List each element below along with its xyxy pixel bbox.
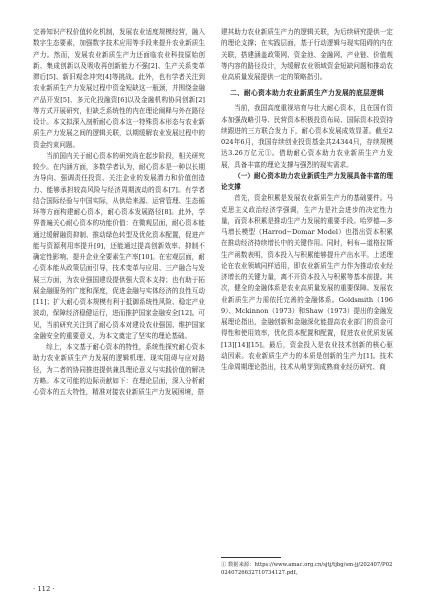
page-number: · 112 ·: [33, 585, 55, 593]
body-paragraph: 完善知识产权价值转化机制，发展农业适度规模经营，融入数字生态要素，加强数字技术应用等手段来提升农业新质生产力。然而，发展农业新质生产力还面临农业科技原始创新、集成创新以及吸收再创新能力不强[2]、生产关系变革滞后[5]、新旧观念冲突[4]等挑战。此外，也有学者关注到农业新质生产力发展过程中资金短缺这一瓶颈，并围绕金融产品开发[5]、多元化投融资[6]以及金融机构协同创新[2]等方式开展研究，但缺乏系统性的内在理论阐释与外在路径设计。本文拟深入剖析耐心资本这一特殊资本形态与农业新质生产力发展之间的逻辑关联，以期缓解农业发展过程中的资金约束问题。: [33, 28, 205, 149]
body-paragraph: 当前国内关于耐心资本的研究尚在起步阶段，相关研究较少。在内涵方面，多数学者认为，耐心资本是一种以长期为导向、强调责任投资、关注企业的发展潜力和价值创造力、能够承担较高风险与经济周期波动的资本[7]。有学者结合国际经验与中国实际，从供给来源、运营管理、生态循环等方面构建耐心资本，耐心资本发展路径[8]。此外，学界普遍关心耐心资本的功能价值：在微观层面，耐心资本能通过缓解融资抑制、推动绿色转型及优化资本配置，促进产能与资源利用率提升[9]，还能通过提高创新效率、抑制不确定性影响、提升企业全要素生产率[10]。在宏观层面，耐心资本能从政策层面引导，技术变革与应用、三产融合与发展三方面，为农业强国建设提供强大资本支持；也有助于拓展金融服务的广度和深度，促进金融与实体经济的良性互动[11]；扩大耐心资本规模有利于抵御系统性风险、稳定产业波动，保障经济稳健运行，进而推护国家金融安全[12]。可见，当前研究关注到了耐心资本对建设农业强国、维护国家金融安全的重要意义，为本文奠定了坚实的理论基础。: [33, 151, 205, 340]
left-column: [33, 27, 205, 398]
body-paragraph: 建其助力农业新质生产力的逻辑关联，为后续研究提供一定的理论支撑；在实践层面，基于行动逻辑与现实阻碍的内在关联，搭建涵盖政策网、资金池、金融网、产业链、价值观等内容的路径设计，为缓解农业领域资金短缺问题和推动农业高质量发展提供一定的策略指引。: [221, 28, 393, 81]
footnote: ① 数据来源：https://www.amac.org.cn/sjtj/tjbg/sm-jj/202407/P020240726632710734127.pdf。: [221, 562, 393, 576]
subsection-heading: （一）耐心资本助力农业新质生产力发展具备丰富的理论支撑: [221, 171, 393, 191]
body-paragraph: 首先，资金积累是发展农业新质生产力的基础要件。马克思主义政治经济学强调，生产力是社会进步的决定性力量，而资本积累是推动生产力发展的重要手段。哈罗德—多马增长模型（Harrod−Domar Model）也指出资本积累在推动经济持续增长中的关键作用。同时，柯布—道格拉斯生产函数表明，资本投入与积累能够提升产出水平。上述理论在农业领域同样适用，即农业新质生产力作为推动农业经济增长的关键力量，离不开资本投入与积累等基本前提。其次，健全的金融体系是农业高质量发展的重要保障。发展农业新质生产力需依托完善的金融体系。Goldsmith（1969）、Mckinnon（1973）和Shaw（1973）提出的金融发展理论指出，金融创新和金融深化能提高农业部门的资金可得性和使用效率，优化资本配置和配置，促进农业优质发展[13][14][15]。最后，资金投入是农业技术创新的核心驱动因素。农业新质生产力的本质是创新的生产力[1]。技术生命周期理论指出，技术从萌芽到成熟商业经历研究、商: [221, 194, 393, 371]
section-heading: 二、耐心资本助力农业新质生产力发展的底层逻辑: [230, 89, 384, 98]
body-paragraph: 综上，本文基于耐心资本的特性，系统性探究耐心资本助力农业新质生产力发展的逻辑机理、现实阻碍与应对路径，为二者的协同推进提供兼具理论意义与实践价值的解决方略。本文可能的边际贡献如下：在理论层面，深入分析耐心资本的五大特性，精准对接农业新质生产力发展困境，搭: [33, 343, 205, 396]
footnote-divider: [221, 557, 281, 558]
body-paragraph: 当前，我国高度重视培育与壮大耐心资本，且在国有资本加强战略引导、民营资本积极投资布局、国际资本投资持续跟进的三方联合发力下，耐心资本发展成效显著。截至2024年6月，我国存续创业投资基金共24344只，存续规模达3.26万亿元①。借助耐心资本助力农业新质生产力发展，具备丰富的理论支撑与强烈的现实需求。: [221, 104, 393, 169]
right-column: [221, 27, 393, 373]
